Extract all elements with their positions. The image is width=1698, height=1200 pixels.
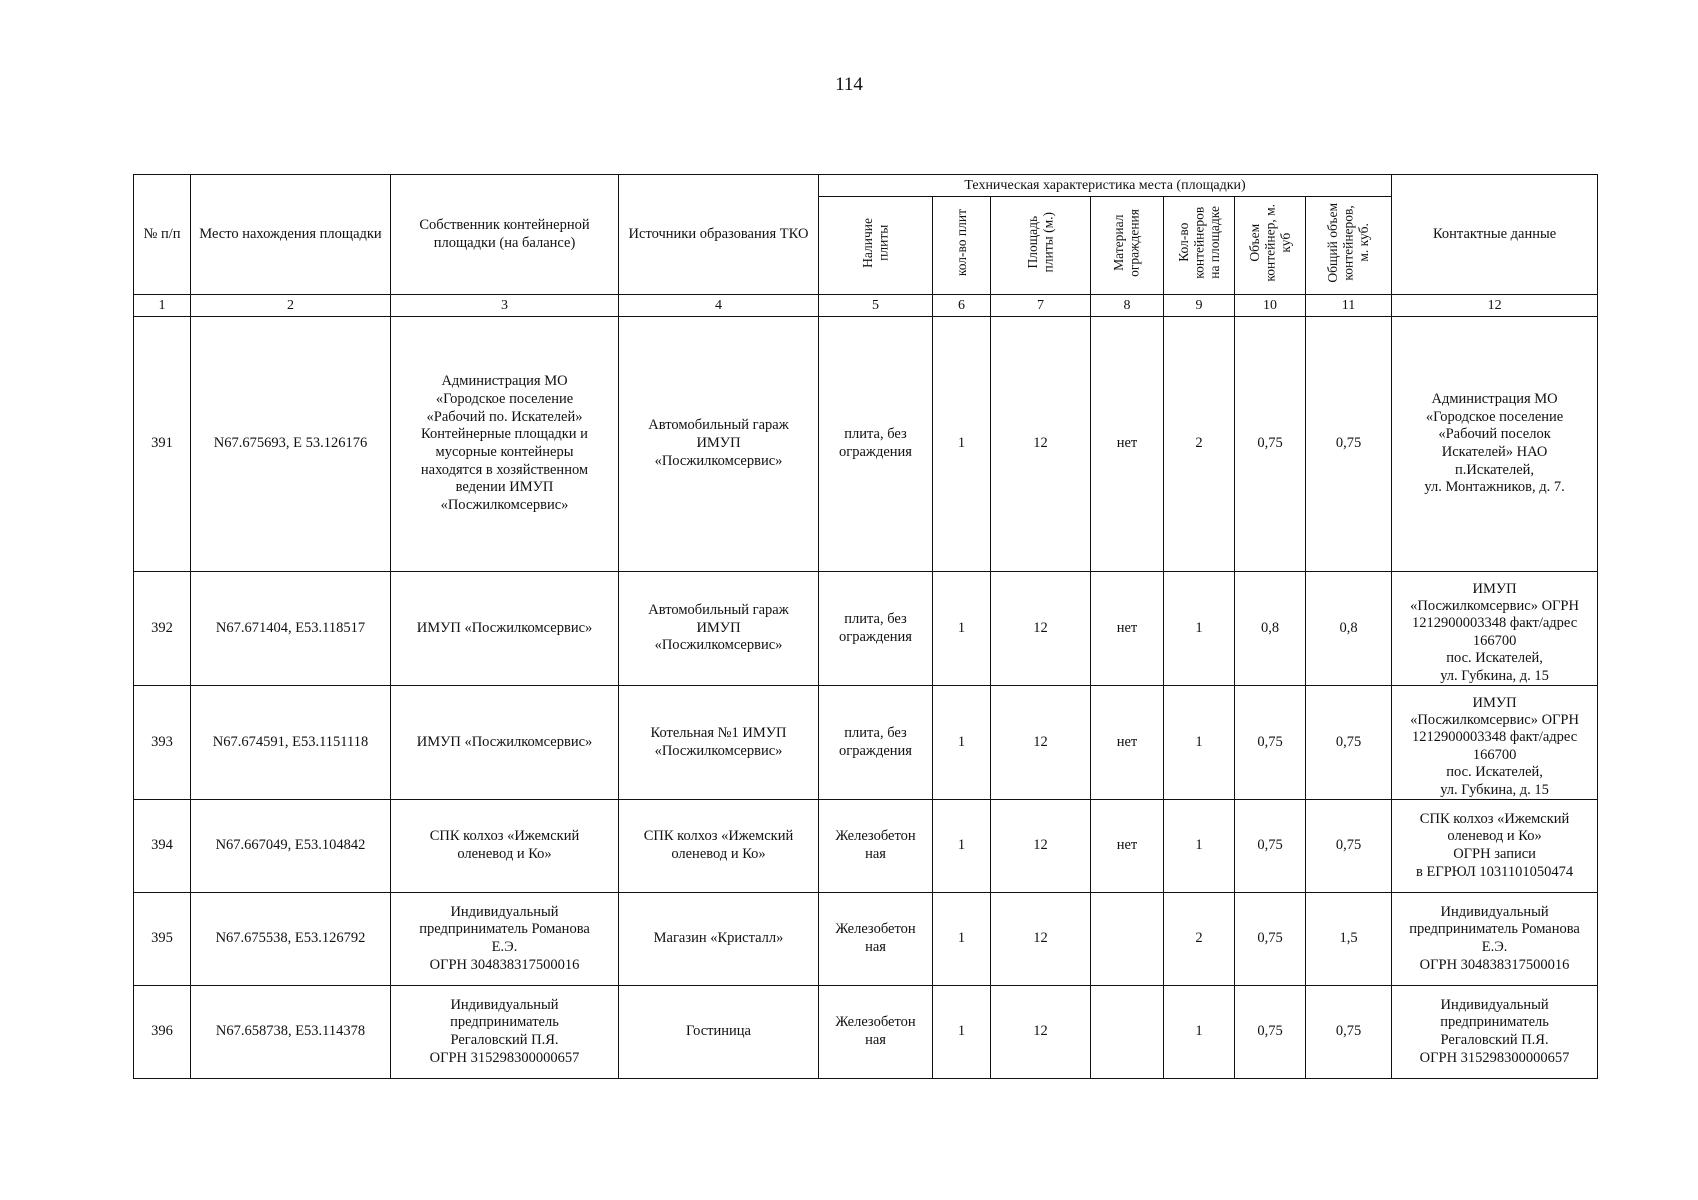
- column-number: 10: [1235, 295, 1306, 317]
- table-row: [134, 686, 1598, 800]
- header-sources: Источники образования ТКО: [619, 175, 819, 295]
- cell-plate-count: 1: [933, 317, 991, 572]
- cell-owner: Администрация МО «Городское поселение «Рабочий по. Искателей» Контейнерные площадки и мусорные контейнеры находятся в хозяйственном ведении ИМУП «Посжилкомсервис»: [391, 317, 619, 572]
- cell-owner: ИМУП «Посжилкомсервис»: [391, 686, 619, 800]
- cell-plate: плита, без ограждения: [819, 686, 933, 800]
- header-tech-plate: Наличие плиты: [819, 197, 933, 295]
- cell-containers: 1: [1164, 572, 1235, 686]
- cell-containers: 1: [1164, 986, 1235, 1079]
- cell-location: N67.667049, E53.104842: [191, 800, 391, 893]
- cell-plate-count: 1: [933, 686, 991, 800]
- cell-total-volume: 0,75: [1306, 317, 1392, 572]
- cell-owner: Индивидуальный предприниматель Регаловский П.Я. ОГРН 315298300000657: [391, 986, 619, 1079]
- cell-num: 394: [134, 800, 191, 893]
- column-number: 1: [134, 295, 191, 317]
- cell-contacts: Индивидуальный предприниматель Романова Е.Э. ОГРН 304838317500016: [1392, 893, 1598, 986]
- header-owner: Собственник контейнерной площадки (на балансе): [391, 175, 619, 295]
- column-number: 3: [391, 295, 619, 317]
- header-tech-plate-count: кол-во плит: [933, 197, 991, 295]
- cell-plate: плита, без ограждения: [819, 572, 933, 686]
- page-number: 114: [835, 74, 863, 95]
- cell-area: 12: [991, 893, 1091, 986]
- cell-plate: Железобетон ная: [819, 986, 933, 1079]
- cell-plate: Железобетон ная: [819, 893, 933, 986]
- column-number: 2: [191, 295, 391, 317]
- cell-volume: 0,8: [1235, 572, 1306, 686]
- cell-containers: 1: [1164, 800, 1235, 893]
- cell-sources: Магазин «Кристалл»: [619, 893, 819, 986]
- container-sites-table: [133, 174, 1598, 1079]
- cell-contacts: ИМУП «Посжилкомсервис» ОГРН 1212900003348 факт/адрес 166700 пос. Искателей, ул. Губкина, д. 15: [1392, 572, 1598, 686]
- cell-area: 12: [991, 317, 1091, 572]
- cell-volume: 0,75: [1235, 800, 1306, 893]
- cell-total-volume: 1,5: [1306, 893, 1392, 986]
- cell-area: 12: [991, 800, 1091, 893]
- cell-area: 12: [991, 986, 1091, 1079]
- column-number: 5: [819, 295, 933, 317]
- cell-sources: Гостиница: [619, 986, 819, 1079]
- cell-total-volume: 0,75: [1306, 686, 1392, 800]
- column-number: 7: [991, 295, 1091, 317]
- cell-sources: Автомобильный гараж ИМУП «Посжилкомсервис»: [619, 572, 819, 686]
- cell-total-volume: 0,75: [1306, 800, 1392, 893]
- cell-location: N67.658738, E53.114378: [191, 986, 391, 1079]
- header-tech-fence: Материал ограждения: [1091, 197, 1164, 295]
- cell-plate: плита, без ограждения: [819, 317, 933, 572]
- column-number: 6: [933, 295, 991, 317]
- column-number: 9: [1164, 295, 1235, 317]
- header-tech-group: Техническая характеристика места (площадки): [819, 175, 1392, 197]
- cell-sources: СПК колхоз «Ижемский оленевод и Ко»: [619, 800, 819, 893]
- table-row: [134, 317, 1598, 572]
- cell-owner: Индивидуальный предприниматель Романова Е.Э. ОГРН 304838317500016: [391, 893, 619, 986]
- cell-fence: нет: [1091, 686, 1164, 800]
- cell-plate: Железобетон ная: [819, 800, 933, 893]
- cell-owner: ИМУП «Посжилкомсервис»: [391, 572, 619, 686]
- table-row: [134, 893, 1598, 986]
- cell-fence: нет: [1091, 572, 1164, 686]
- cell-location: N67.674591, E53.1151118: [191, 686, 391, 800]
- header-row: [134, 175, 1598, 197]
- cell-plate-count: 1: [933, 572, 991, 686]
- cell-plate-count: 1: [933, 893, 991, 986]
- cell-sources: Котельная №1 ИМУП «Посжилкомсервис»: [619, 686, 819, 800]
- header-num: № п/п: [134, 175, 191, 295]
- column-numbers-row: [134, 295, 1598, 317]
- cell-num: 396: [134, 986, 191, 1079]
- cell-containers: 2: [1164, 317, 1235, 572]
- cell-location: N67.675538, E53.126792: [191, 893, 391, 986]
- cell-contacts: Администрация МО «Городское поселение «Рабочий поселок Искателей» НАО п.Искателей, ул. Монтажников, д. 7.: [1392, 317, 1598, 572]
- cell-area: 12: [991, 686, 1091, 800]
- cell-num: 392: [134, 572, 191, 686]
- cell-volume: 0,75: [1235, 986, 1306, 1079]
- table-row: [134, 572, 1598, 686]
- column-number: 11: [1306, 295, 1392, 317]
- cell-containers: 1: [1164, 686, 1235, 800]
- cell-area: 12: [991, 572, 1091, 686]
- table-row: [134, 986, 1598, 1079]
- cell-volume: 0,75: [1235, 893, 1306, 986]
- cell-num: 395: [134, 893, 191, 986]
- header-tech-volume: Объем контейнер, м. куб: [1235, 197, 1306, 295]
- cell-total-volume: 0,75: [1306, 986, 1392, 1079]
- cell-num: 391: [134, 317, 191, 572]
- cell-location: N67.675693, E 53.126176: [191, 317, 391, 572]
- header-tech-total-volume: Общий объем контейнеров, м. куб.: [1306, 197, 1392, 295]
- cell-sources: Автомобильный гараж ИМУП «Посжилкомсервис»: [619, 317, 819, 572]
- cell-plate-count: 1: [933, 986, 991, 1079]
- cell-fence: нет: [1091, 317, 1164, 572]
- cell-volume: 0,75: [1235, 686, 1306, 800]
- cell-total-volume: 0,8: [1306, 572, 1392, 686]
- header-location: Место нахождения площадки: [191, 175, 391, 295]
- cell-containers: 2: [1164, 893, 1235, 986]
- table-row: [134, 800, 1598, 893]
- cell-fence: [1091, 893, 1164, 986]
- cell-owner: СПК колхоз «Ижемский оленевод и Ко»: [391, 800, 619, 893]
- cell-num: 393: [134, 686, 191, 800]
- cell-fence: нет: [1091, 800, 1164, 893]
- cell-fence: [1091, 986, 1164, 1079]
- column-number: 12: [1392, 295, 1598, 317]
- cell-volume: 0,75: [1235, 317, 1306, 572]
- header-contacts: Контактные данные: [1392, 175, 1598, 295]
- cell-contacts: Индивидуальный предприниматель Регаловский П.Я. ОГРН 315298300000657: [1392, 986, 1598, 1079]
- header-tech-containers: Кол-во контейнеров на площадке: [1164, 197, 1235, 295]
- cell-location: N67.671404, E53.118517: [191, 572, 391, 686]
- cell-contacts: СПК колхоз «Ижемский оленевод и Ко» ОГРН записи в ЕГРЮЛ 1031101050474: [1392, 800, 1598, 893]
- cell-contacts: ИМУП «Посжилкомсервис» ОГРН 1212900003348 факт/адрес 166700 пос. Искателей, ул. Губкина, д. 15: [1392, 686, 1598, 800]
- column-number: 4: [619, 295, 819, 317]
- column-number: 8: [1091, 295, 1164, 317]
- header-tech-area: Площадь плиты (м.): [991, 197, 1091, 295]
- cell-plate-count: 1: [933, 800, 991, 893]
